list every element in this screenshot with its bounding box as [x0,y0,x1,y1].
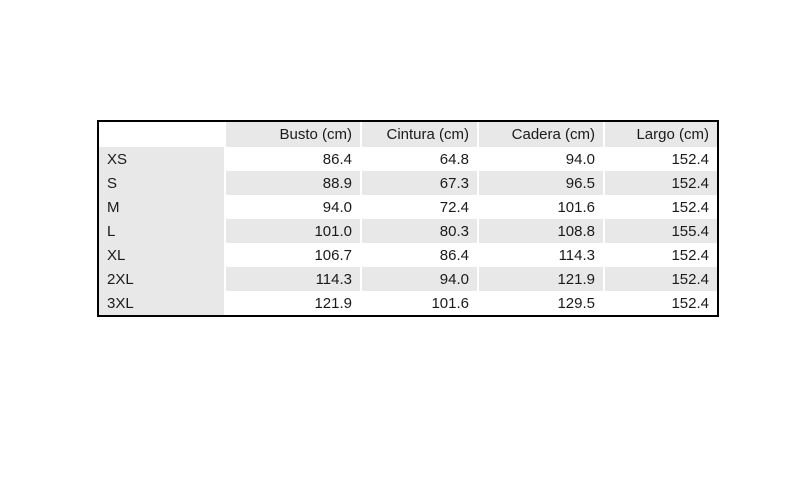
header-row [99,122,717,147]
table-row-xl [99,243,717,267]
value-cell: 152.4 [604,267,717,291]
value-cell: 121.9 [478,267,604,291]
table-row-s [99,171,717,195]
corner-header-cell [99,122,225,147]
value-cell: 86.4 [361,243,478,267]
table-row-m [99,195,717,219]
column-header-busto: Busto (cm) [225,122,361,147]
value-cell: 101.6 [478,195,604,219]
value-cell: 152.4 [604,243,717,267]
value-cell: 106.7 [225,243,361,267]
value-cell: 80.3 [361,219,478,243]
table-row-xs [99,147,717,171]
value-cell: 152.4 [604,291,717,315]
value-cell: 114.3 [225,267,361,291]
value-cell: 67.3 [361,171,478,195]
size-label: M [99,195,225,219]
value-cell: 94.0 [225,195,361,219]
column-header-largo: Largo (cm) [604,122,717,147]
size-label: S [99,171,225,195]
size-chart [99,122,717,315]
value-cell: 129.5 [478,291,604,315]
table-row-2xl [99,267,717,291]
table-row-3xl [99,291,717,315]
value-cell: 72.4 [361,195,478,219]
value-cell: 94.0 [361,267,478,291]
value-cell: 94.0 [478,147,604,171]
value-cell: 86.4 [225,147,361,171]
column-header-cadera: Cadera (cm) [478,122,604,147]
value-cell: 155.4 [604,219,717,243]
value-cell: 96.5 [478,171,604,195]
table-row-l [99,219,717,243]
size-label: XL [99,243,225,267]
value-cell: 88.9 [225,171,361,195]
size-label: 3XL [99,291,225,315]
value-cell: 152.4 [604,195,717,219]
value-cell: 121.9 [225,291,361,315]
value-cell: 114.3 [478,243,604,267]
size-label: XS [99,147,225,171]
size-chart-table [97,120,719,317]
column-header-cintura: Cintura (cm) [361,122,478,147]
value-cell: 64.8 [361,147,478,171]
value-cell: 152.4 [604,147,717,171]
size-label: L [99,219,225,243]
value-cell: 108.8 [478,219,604,243]
size-label: 2XL [99,267,225,291]
value-cell: 101.6 [361,291,478,315]
value-cell: 101.0 [225,219,361,243]
value-cell: 152.4 [604,171,717,195]
